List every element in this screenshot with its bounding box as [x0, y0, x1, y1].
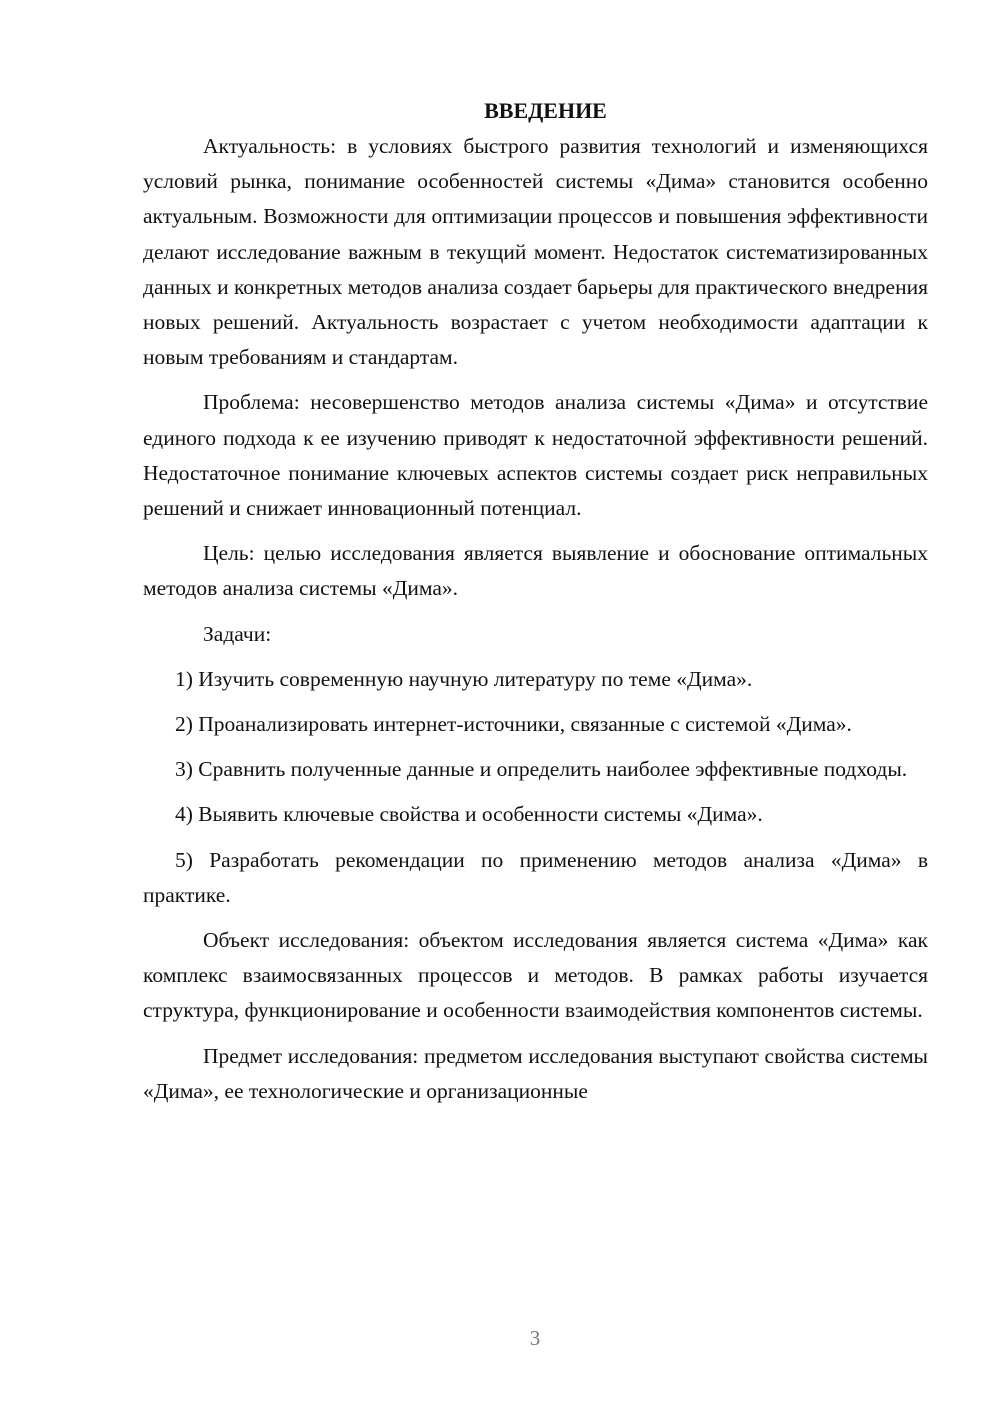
- task-item-4: 4) Выявить ключевые свойства и особенности системы «Дима».: [175, 802, 763, 827]
- task-item-1: 1) Изучить современную научную литературу по теме «Дима».: [175, 666, 753, 691]
- task-item-3: 3) Сравнить полученные данные и определить наиболее эффективные подходы.: [175, 757, 908, 782]
- paragraph-object: Объект исследования: объектом исследования является система «Дима» как комплекс взаимосвязанных процессов и методов. В рамках работы изучается структура, функционирование и особенности взаимодействия компонентов системы.: [143, 928, 928, 1023]
- tasks-label: Задачи:: [203, 621, 272, 646]
- paragraph-problem: Проблема: несовершенство методов анализа системы «Дима» и отсутствие единого подхода к ее изучению приводят к недостаточной эффективности решений. Недостаточное понимание ключевых аспектов системы создает риск неправильных решений и снижает инновационный потенциал.: [143, 390, 928, 521]
- paragraph-subject: Предмет исследования: предметом исследования выступают свойства системы «Дима», ее технологические и организационные: [143, 1043, 928, 1103]
- document-page: [143, 96, 928, 1119]
- task-item-5: 5) Разработать рекомендации по применению методов анализа «Дима» в практике.: [143, 847, 928, 907]
- page-number: 3: [529, 1326, 541, 1350]
- paragraph-relevance: Актуальность: в условиях быстрого развития технологий и изменяющихся условий рынка, понимание особенностей системы «Дима» становится особенно актуальным. Возможности для оптимизации процессов и повышения эффективности делают исследование важным в текущий момент. Недостаток систематизированных данных и конкретных методов анализа создает барьеры для практического внедрения новых решений. Актуальность возрастает с учетом необходимости адаптации к новым требованиям и стандартам.: [143, 134, 928, 370]
- task-item-2: 2) Проанализировать интернет-источники, связанные с системой «Дима».: [175, 712, 852, 737]
- paragraph-goal: Цель: целью исследования является выявление и обоснование оптимальных методов анализа системы «Дима».: [143, 541, 928, 601]
- section-heading: ВВЕДЕНИЕ: [484, 98, 607, 123]
